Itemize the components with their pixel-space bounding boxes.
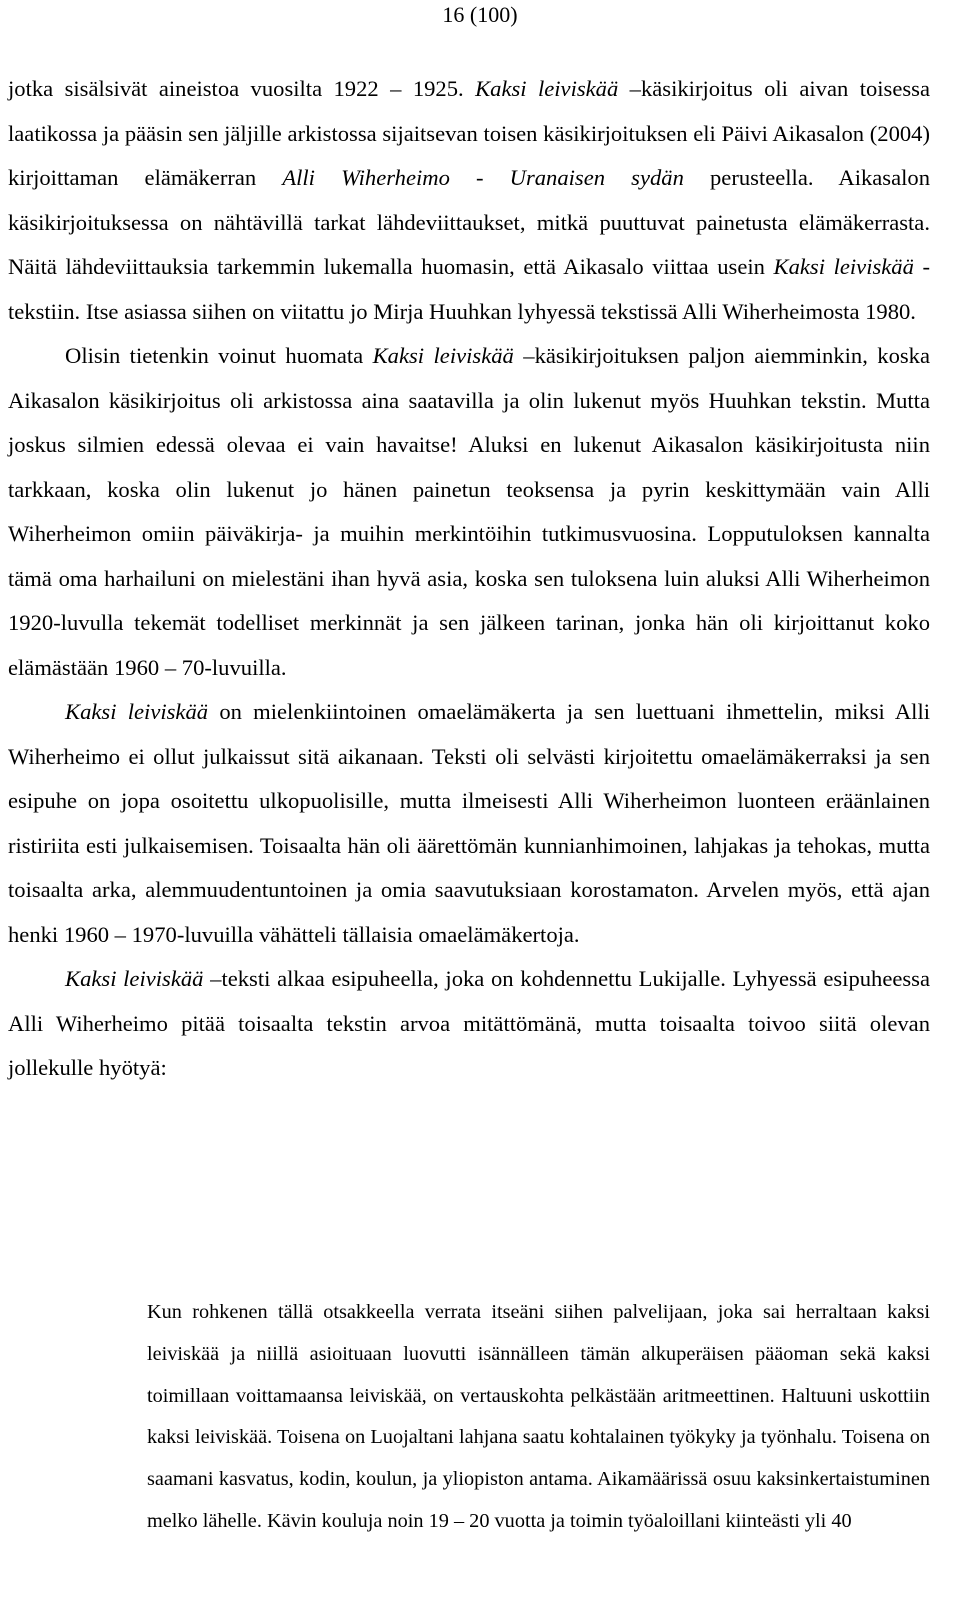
body-text xyxy=(8,67,930,1091)
italic-title: Alli Wiherheimo - Uranaisen sydän xyxy=(282,165,684,190)
paragraph-text: –käsikirjoituksen paljon aiemminkin, koska Aikasalon käsikirjoitus oli arkistossa aina saatavilla ja olin lukenut myös Huuhkan tekstin. Mutta joskus silmien edessä olevaa ei vain havaitse! Aluksi en lukenut Aikasalon käsikirjoitusta niin tarkkaan, koska olin lukenut jo hänen painetun teoksensa ja pyrin keskittymään vain Alli Wiherheimon omiin päiväkirja- ja muihin merkintöihin tutkimusvuosina. Lopputuloksen kannalta tämä oma harhailuni on mielestäni ihan hyvä asia, koska sen tuloksena luin aluksi Alli Wiherheimon 1920-luvulla tekemät todelliset merkinnät ja sen jälkeen tarinan, jonka hän oli kirjoittanut koko elämästään 1960 – 70-luvuilla. xyxy=(8,343,930,680)
paragraph-2 xyxy=(8,334,930,690)
page-number: 16 (100) xyxy=(442,2,518,27)
paragraph-text: on mielenkiintoinen omaelämäkerta ja sen luettuani ihmettelin, miksi Alli Wiherheimo ei ollut julkaissut sitä aikanaan. Teksti oli selvästi kirjoitettu omaelämäkerraksi ja sen esipuhe on jopa osoitettu ulkopuolisille, mutta ilmeisesti Alli Wiherheimon luonteen eräänlainen ristiriita esti julkaisemisen. Toisaalta hän oli äärettömän kunnianhimoinen, lahjakas ja tehokas, mutta toisaalta arka, alemmuudentuntoinen ja omia saavutuksiaan korostamaton. Arvelen myös, että ajan henki 1960 – 1970-luvuilla vähätteli tällaisia omaelämäkertoja. xyxy=(8,699,930,947)
paragraph-text: –käsikirjoitus oli aivan toisessa laatikossa ja pääsin sen jäljille arkistossa sijaitsevan toisen käsikirjoituksen eli Päivi Aikasalon (2004) kirjoittaman elämäkerran xyxy=(8,76,930,190)
paragraph-text: perusteella. Aikasalon käsikirjoituksessa on nähtävillä tarkat lähdeviittaukset, mitkä puuttuvat painetusta elämäkerrasta. Näitä lähdeviittauksia tarkemmin lukemalla huomasin, että Aikasalo viittaa usein xyxy=(8,165,930,279)
italic-title: Kaksi leiviskää xyxy=(65,699,209,724)
quote-text: Kun rohkenen tällä otsakkeella verrata itseäni siihen palvelijaan, joka sai herraltaan kaksi leiviskää ja niillä asioituaan luovutti isännälleen tämän alkuperäisen pääoman sekä kaksi toimillaan voittamaansa leiviskää, on vertauskohta pelkästään aritmeettinen. Haltuuni uskottiin kaksi leiviskää. Toisena on Luojaltani lahjana saatu kohtalainen työkyky ja työnhalu. Toisena on saamani kasvatus, kodin, koulun, ja yliopiston antama. Aikamäärissä osuu kaksinkertaistuminen melko lähelle. Kävin kouluja noin 19 – 20 vuotta ja toimin työaloillani kiinteästi yli 40 xyxy=(147,1301,930,1532)
paragraph-text: Olisin tietenkin voinut huomata xyxy=(65,343,373,368)
italic-title: Kaksi leiviskää xyxy=(65,966,204,991)
paragraph-4 xyxy=(8,957,930,1091)
paragraph-3 xyxy=(8,690,930,957)
paragraph-text: –teksti alkaa esipuheella, joka on kohdennettu Lukijalle. Lyhyessä esipuheessa Alli Wiherheimo pitää toisaalta tekstin arvoa mitättömänä, mutta toisaalta toivoo siitä olevan jollekulle hyötyä: xyxy=(8,966,931,1080)
italic-title: Kaksi leiviskää xyxy=(773,254,914,279)
italic-title: Kaksi leiviskää xyxy=(372,343,514,368)
paragraph-text: jotka sisälsivät aineistoa vuosilta 1922 – 1925. xyxy=(8,76,476,101)
italic-title: Kaksi leiviskää xyxy=(475,76,619,101)
block-quote xyxy=(147,1292,930,1543)
paragraph-text: -tekstiin. Itse asiassa siihen on viitattu jo Mirja Huuhkan lyhyessä tekstissä Alli Wiherheimosta 1980. xyxy=(8,254,930,324)
paragraph-1 xyxy=(8,67,930,334)
